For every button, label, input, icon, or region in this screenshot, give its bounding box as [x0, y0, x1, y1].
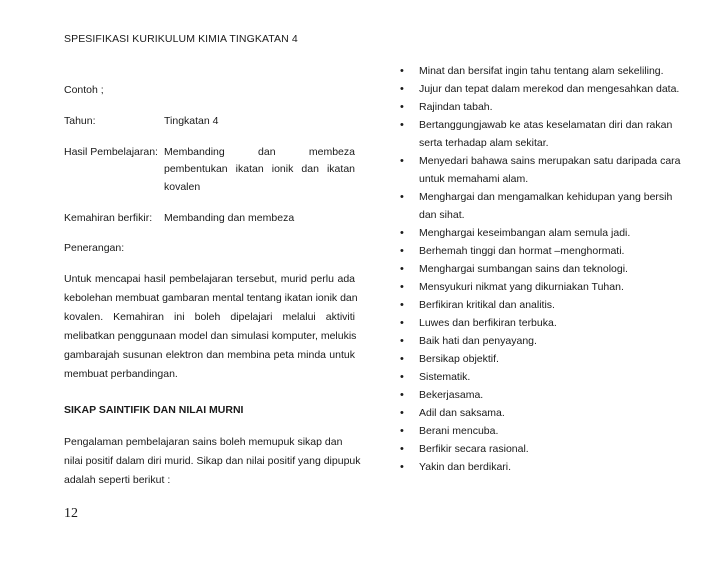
list-item: • Sistematik. [400, 368, 700, 386]
list-item: • Bersikap objektif. [400, 350, 700, 368]
list-item: • Yakin dan berdikari. [400, 458, 700, 476]
list-item: • Adil dan saksama. [400, 404, 700, 422]
penerangan-label: Penerangan: [64, 242, 125, 254]
list-item: • Menyedari bahawa sains merupakan satu daripada cara untuk memahami alam. [400, 152, 700, 188]
list-item: • Rajindan tabah. [400, 98, 700, 116]
list-item: • Berhemah tinggi dan hormat –menghormati. [400, 242, 700, 260]
list-item: • Luwes dan berfikiran terbuka. [400, 314, 700, 332]
penerangan-line-2: kebolehan membuat gambaran mental tentang ikatan ionik dan [64, 292, 358, 304]
tahun-label: Tahun: [64, 115, 96, 127]
list-item: • Baik hati dan penyayang. [400, 332, 700, 350]
list-item: • Mensyukuri nikmat yang dikurniakan Tuhan. [400, 278, 700, 296]
contoh-label: Contoh ; [64, 84, 104, 96]
penerangan-line-6: membuat perbandingan. [64, 368, 178, 380]
list-item: • Bertanggungjawab ke atas keselamatan diri dan rakan serta terhadap alam sekitar. [400, 116, 700, 152]
penerangan-line-4: melibatkan penggunaan model dan simulasi komputer, melukis [64, 330, 357, 342]
sikap-line-2: nilai positif dalam diri murid. Sikap dan nilai positif yang dipupuk [64, 455, 361, 467]
kemahiran-label: Kemahiran berfikir: [64, 212, 153, 224]
hasil-value-line-2: pembentukan ikatan ionik dan ikatan [164, 163, 355, 175]
values-bullet-list [400, 62, 700, 476]
sikap-line-3: adalah seperti berikut : [64, 474, 171, 486]
tahun-value: Tingkatan 4 [164, 115, 219, 127]
list-item: • Berfikiran kritikal dan analitis. [400, 296, 700, 314]
list-item: • Berfikir secara rasional. [400, 440, 700, 458]
list-item: • Menghargai dan mengamalkan kehidupan yang bersih dan sihat. [400, 188, 700, 224]
page-header: SPESIFIKASI KURIKULUM KIMIA TINGKATAN 4 [64, 33, 298, 45]
hasil-value-line-1: Membanding dan membeza [164, 146, 355, 158]
list-item: • Berani mencuba. [400, 422, 700, 440]
sikap-heading: SIKAP SAINTIFIK DAN NILAI MURNI [64, 404, 244, 416]
penerangan-line-1: Untuk mencapai hasil pembelajaran tersebut, murid perlu ada [64, 273, 355, 285]
hasil-value-line-3: kovalen [164, 181, 201, 193]
page-number: 12 [64, 506, 78, 521]
sikap-line-1: Pengalaman pembelajaran sains boleh memupuk sikap dan [64, 436, 343, 448]
list-item: • Menghargai sumbangan sains dan teknologi. [400, 260, 700, 278]
hasil-label: Hasil Pembelajaran: [64, 146, 158, 158]
penerangan-line-3: kovalen. Kemahiran ini boleh dipelajari melalui aktiviti [64, 311, 355, 323]
list-item: • Jujur dan tepat dalam merekod dan mengesahkan data. [400, 80, 700, 98]
list-item: • Menghargai keseimbangan alam semula jadi. [400, 224, 700, 242]
list-item: • Minat dan bersifat ingin tahu tentang alam sekeliling. [400, 62, 700, 80]
list-item: • Bekerjasama. [400, 386, 700, 404]
penerangan-line-5: gambarajah susunan elektron dan membina peta minda untuk [64, 349, 355, 361]
kemahiran-value: Membanding dan membeza [164, 212, 295, 224]
